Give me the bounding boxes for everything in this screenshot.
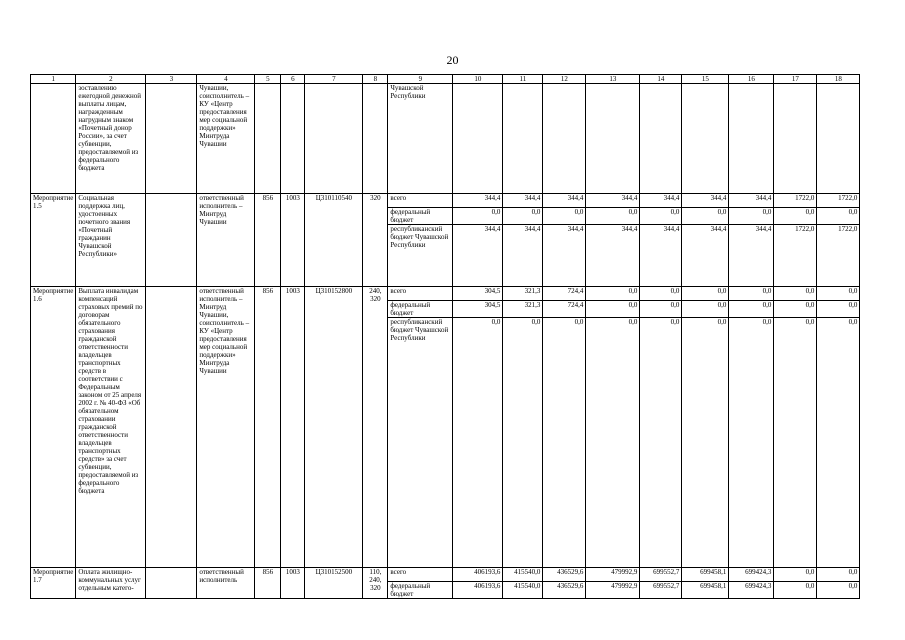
header-cell: 7: [305, 75, 363, 84]
column-number-row: [31, 75, 860, 84]
code-cell: 856: [255, 287, 281, 568]
value-cell: 1722,0: [774, 225, 817, 287]
executor-cell: Чувашии, соисполнитель – КУ «Центр предоставления мер социальной поддержки» Минтруда Чувашии: [197, 84, 255, 194]
funding-source: всего: [388, 287, 453, 301]
measure-id: Мероприятие 1.5: [31, 194, 76, 287]
value-cell: 344,4: [453, 194, 503, 208]
funding-source: всего: [388, 568, 453, 582]
value-cell: 699458,1: [682, 582, 729, 599]
value-cell: 0,0: [817, 301, 860, 318]
header-cell: 13: [586, 75, 640, 84]
executor-cell: ответственный исполнитель – Минтруд Чувашии: [197, 194, 255, 287]
measure-description: Выплата инвалидам компенсаций страховых премий по договорам обязательного страхования гражданской ответственности владельцев транспортных средств в соответствии с Федеральным законом от 25 апреля 2002 г. № 40-ФЗ «Об обязательном страховании гражданской ответственности владельцев транспортных средств» за счет субвенции, предоставляемой из федерального бюджета: [76, 287, 146, 568]
measure-description: зоставлению ежегодной денежной выплаты лицам, награжденным нагрудным знаком «Почетный донор России», за счет субвенции, предоставляемой из федерального бюджета: [76, 84, 146, 194]
value-cell: 415540,0: [503, 582, 543, 599]
value-cell: 0,0: [543, 318, 586, 568]
table-row: [31, 568, 860, 582]
measure-id: Мероприятие 1.7: [31, 568, 76, 599]
value-cell: 0,0: [453, 208, 503, 225]
value-cell: 1722,0: [817, 225, 860, 287]
header-cell: 3: [146, 75, 197, 84]
header-cell: 5: [255, 75, 281, 84]
executor-cell: ответственный исполнитель: [197, 568, 255, 599]
table-row: [31, 194, 860, 208]
header-cell: 8: [363, 75, 388, 84]
code-cell: Ц310152800: [305, 287, 363, 568]
value-cell: 0,0: [774, 287, 817, 301]
value-cell: 699458,1: [682, 568, 729, 582]
funding-source: федеральный бюджет: [388, 208, 453, 225]
table-row: [31, 287, 860, 301]
value-cell: 0,0: [729, 287, 774, 301]
value-cell: 0,0: [774, 208, 817, 225]
value-cell: 0,0: [586, 318, 640, 568]
header-cell: 6: [281, 75, 305, 84]
value-cell: 0,0: [543, 208, 586, 225]
funding-source: Чувашской Республики: [388, 84, 453, 194]
measure-id: Мероприятие 1.6: [31, 287, 76, 568]
header-cell: 15: [682, 75, 729, 84]
value-cell: 344,4: [503, 194, 543, 208]
value-cell: 0,0: [682, 301, 729, 318]
value-cell: 724,4: [543, 301, 586, 318]
header-cell: 14: [640, 75, 682, 84]
value-cell: 0,0: [817, 568, 860, 582]
value-cell: 0,0: [729, 301, 774, 318]
value-cell: 0,0: [586, 208, 640, 225]
value-cell: 344,4: [586, 194, 640, 208]
value-cell: 699552,7: [640, 568, 682, 582]
header-cell: 1: [31, 75, 76, 84]
value-cell: 699552,7: [640, 582, 682, 599]
value-cell: 0,0: [682, 318, 729, 568]
value-cell: 724,4: [543, 287, 586, 301]
value-cell: 479992,9: [586, 568, 640, 582]
value-cell: 479992,9: [586, 582, 640, 599]
value-cell: 0,0: [453, 318, 503, 568]
value-cell: 0,0: [774, 318, 817, 568]
value-cell: 0,0: [774, 582, 817, 599]
value-cell: 0,0: [774, 301, 817, 318]
value-cell: 406193,6: [453, 568, 503, 582]
funding-source: всего: [388, 194, 453, 208]
value-cell: 344,4: [543, 225, 586, 287]
value-cell: 344,4: [729, 194, 774, 208]
executor-cell: ответственный исполнитель – Минтруд Чувашии, соисполнитель – КУ «Центр предоставления мер социальной поддержки» Минтруда Чувашии: [197, 287, 255, 568]
value-cell: 0,0: [729, 318, 774, 568]
page-number: 20: [446, 53, 459, 67]
code-cell: 110, 240, 320: [363, 568, 388, 599]
value-cell: 344,4: [543, 194, 586, 208]
code-cell: 240, 320: [363, 287, 388, 568]
value-cell: 321,3: [503, 287, 543, 301]
value-cell: 699424,3: [729, 582, 774, 599]
value-cell: 0,0: [817, 208, 860, 225]
value-cell: 344,4: [682, 225, 729, 287]
header-cell: 11: [503, 75, 543, 84]
value-cell: 344,4: [640, 225, 682, 287]
value-cell: 344,4: [453, 225, 503, 287]
value-cell: 0,0: [503, 208, 543, 225]
code-cell: 856: [255, 194, 281, 287]
value-cell: 406193,6: [453, 582, 503, 599]
value-cell: 304,5: [453, 287, 503, 301]
value-cell: 436529,6: [543, 582, 586, 599]
value-cell: 699424,3: [729, 568, 774, 582]
funding-source: федеральный бюджет: [388, 582, 453, 599]
header-cell: 2: [76, 75, 146, 84]
header-cell: 10: [453, 75, 503, 84]
program-table: [30, 74, 860, 599]
header-cell: 4: [197, 75, 255, 84]
value-cell: 0,0: [729, 208, 774, 225]
header-cell: 9: [388, 75, 453, 84]
value-cell: 344,4: [729, 225, 774, 287]
header-cell: 12: [543, 75, 586, 84]
value-cell: 304,5: [453, 301, 503, 318]
value-cell: 1722,0: [817, 194, 860, 208]
value-cell: 0,0: [682, 208, 729, 225]
value-cell: 0,0: [640, 301, 682, 318]
funding-source: республиканский бюджет Чувашской Республики: [388, 318, 453, 568]
code-cell: 320: [363, 194, 388, 287]
code-cell: Ц310110540: [305, 194, 363, 287]
funding-source: республиканский бюджет Чувашской Республики: [388, 225, 453, 287]
code-cell: 1003: [281, 194, 305, 287]
funding-source: федеральный бюджет: [388, 301, 453, 318]
value-cell: 344,4: [586, 225, 640, 287]
value-cell: 0,0: [817, 287, 860, 301]
value-cell: 0,0: [640, 208, 682, 225]
measure-description: Оплата жилищно-коммунальных услуг отдельным катего-: [76, 568, 146, 599]
value-cell: 1722,0: [774, 194, 817, 208]
code-cell: 1003: [281, 287, 305, 568]
value-cell: 344,4: [682, 194, 729, 208]
table-row: [31, 84, 860, 194]
header-cell: 18: [817, 75, 860, 84]
measure-description: Социальная поддержка лиц, удостоенных почетного звания «Почетный гражданин Чувашской Республики»: [76, 194, 146, 287]
code-cell: 1003: [281, 568, 305, 599]
header-cell: 17: [774, 75, 817, 84]
value-cell: 0,0: [817, 582, 860, 599]
value-cell: 436529,6: [543, 568, 586, 582]
value-cell: 344,4: [503, 225, 543, 287]
value-cell: 0,0: [682, 287, 729, 301]
value-cell: 344,4: [640, 194, 682, 208]
value-cell: 321,3: [503, 301, 543, 318]
header-cell: 16: [729, 75, 774, 84]
value-cell: 415540,0: [503, 568, 543, 582]
value-cell: 0,0: [503, 318, 543, 568]
value-cell: 0,0: [817, 318, 860, 568]
code-cell: Ц310152500: [305, 568, 363, 599]
value-cell: 0,0: [774, 568, 817, 582]
value-cell: 0,0: [586, 287, 640, 301]
code-cell: 856: [255, 568, 281, 599]
value-cell: 0,0: [640, 287, 682, 301]
value-cell: 0,0: [640, 318, 682, 568]
value-cell: 0,0: [586, 301, 640, 318]
